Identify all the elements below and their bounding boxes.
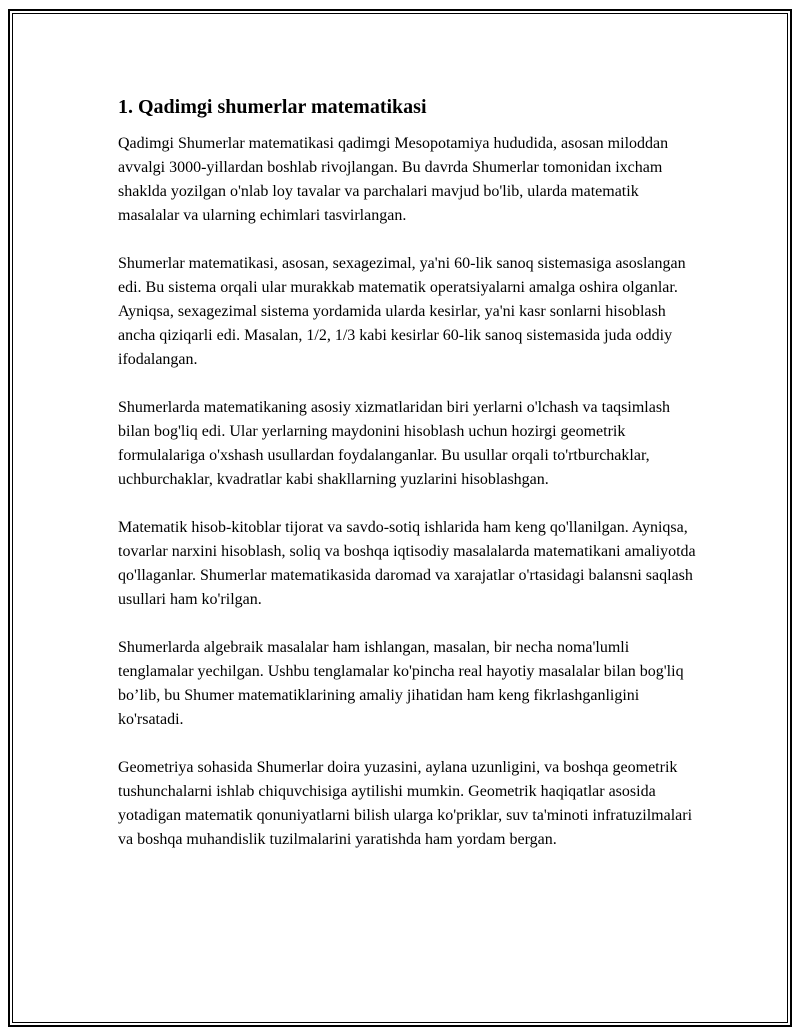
paragraph-2: Shumerlar matematikasi, asosan, sexagezimal, ya'ni 60-lik sanoq sistemasiga asoslangan edi. Bu sistema orqali ular murakkab matematik operatsiyalarni amalga oshira olganlar. Ayniqsa, sexagezimal sistema yordamida ularda kesirlar, ya'ni kasr sonlarni hisoblash ancha qiziqarli edi. Masalan, 1/2, 1/3 kabi kesirlar 60-lik sanoq sistemasida juda oddiy ifodalangan. [118, 255, 686, 368]
section-heading: 1. Qadimgi shumerlar matematikasi [118, 96, 427, 118]
paragraph-4: Matematik hisob-kitoblar tijorat va savdo-sotiq ishlarida ham keng qo'llanilgan. Ayniqsa, tovarlar narxini hisoblash, soliq va boshqa iqtisodiy masalalarda matematikani amaliyotda qo'llaganlar. Shumerlar matematikasida daromad va xarajatlar o'rtasidagi balansni saqlash usullari ham ko'rilgan. [118, 519, 696, 608]
paragraph-1: Qadimgi Shumerlar matematikasi qadimgi Mesopotamiya hududida, asosan miloddan avvalgi 3000-yillardan boshlab rivojlangan. Bu davrda Shumerlar tomonidan ixcham shaklda yozilgan o'nlab loy tavalar va parchalari mavjud bo'lib, ularda matematik masalalar va ularning echimlari tasvirlangan. [118, 135, 669, 224]
paragraph-5: Shumerlarda algebraik masalalar ham ishlangan, masalan, bir necha noma'lumli tenglamalar yechilgan. Ushbu tenglamalar ko'pincha real hayotiy masalalar bilan bog'liq bo’lib, bu Shumer matematiklarining amaliy jihatidan ham keng fikrlashganligini ko'rsatadi. [118, 639, 684, 728]
document-body [118, 96, 698, 876]
paragraph-6: Geometriya sohasida Shumerlar doira yuzasini, aylana uzunligini, va boshqa geometrik tushunchalarni ishlab chiquvchisiga aytilishi mumkin. Geometrik haqiqatlar asosida yotadigan matematik qonuniyatlarni bilish ularga ko'priklar, suv ta'minoti infratuzilmalari va boshqa muhandislik tuzilmalarini yaratishda ham yordam bergan. [118, 759, 693, 848]
paragraph-3: Shumerlarda matematikaning asosiy xizmatlaridan biri yerlarni o'lchash va taqsimlash bilan bog'liq edi. Ular yerlarning maydonini hisoblash uchun hozirgi geometrik formulalariga o'xshash usullardan foydalanganlar. Bu usullar orqali to'rtburchaklar, uchburchaklar, kvadratlar kabi shakllarning yuzlarini hisoblashgan. [118, 399, 671, 488]
